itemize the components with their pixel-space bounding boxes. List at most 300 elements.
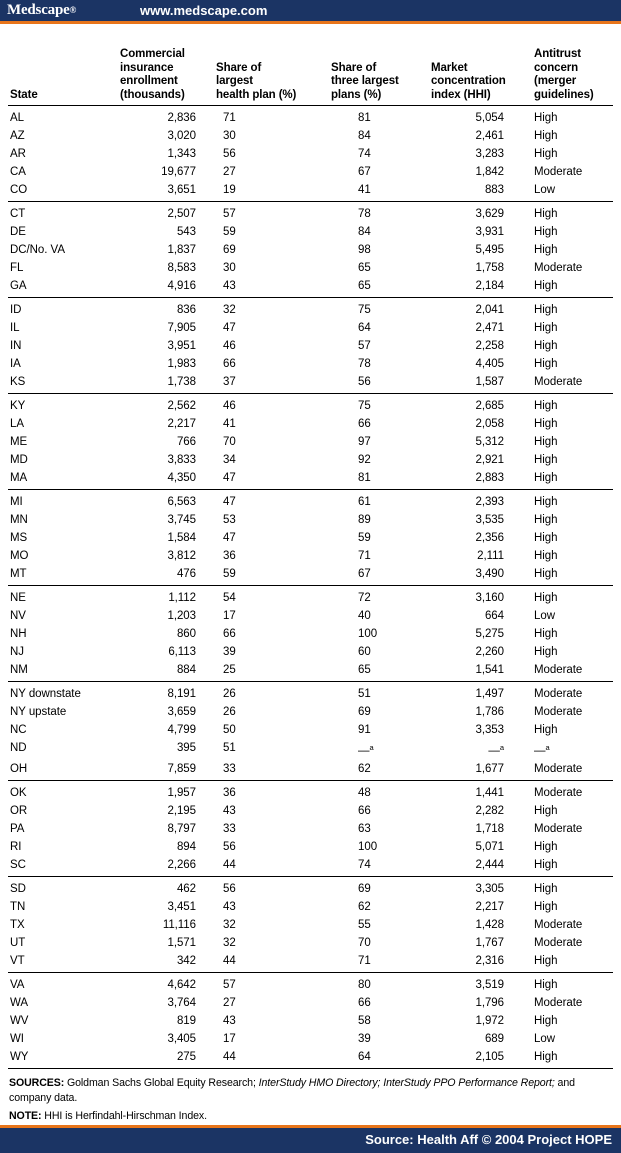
cell-enrollment: 19,677 [161,166,196,178]
cell-hhi: 883 [484,184,504,196]
cell-antitrust: High [534,148,558,160]
cell-antitrust: High [523,1048,613,1069]
cell-enrollment: 6,563 [113,490,210,512]
cell-antitrust: High [523,586,613,608]
cell-share_three: 84 [358,226,371,238]
header-line: enrollment [120,75,178,88]
table-row [8,643,613,661]
cell-antitrust: Moderate [534,937,583,949]
footer-source-bar [0,1128,621,1153]
cell-share_three: 75 [323,298,423,320]
table-row [8,337,613,355]
cell-state: SD [8,877,113,899]
cell-hhi: 2,105 [423,1048,523,1069]
cell-enrollment: 836 [113,298,210,320]
footer [0,1125,621,1153]
cell-share_largest: 46 [210,394,323,416]
cell-share_largest: 56 [223,148,236,160]
cell-state: OR [10,805,28,817]
cell-antitrust: High [534,841,558,853]
cell-share_three: 71 [358,955,371,967]
cell-antitrust: High [534,568,558,580]
cell-hhi: 1,677 [475,763,504,775]
cell-state: UT [10,937,26,949]
table-row [8,469,613,490]
cell-enrollment: 3,812 [167,550,196,562]
cell-enrollment: 884 [176,664,196,676]
cell-state: VA [8,973,113,995]
cell-share_three: 67 [358,568,371,580]
cell-enrollment: 275 [113,1048,210,1069]
cell-antitrust: High [534,454,558,466]
table-row [8,739,613,760]
table-row [8,838,613,856]
cell-antitrust: —$^a$ [534,743,550,757]
cell-state: AZ [10,130,25,142]
table-row [8,223,613,241]
sources-text-1: Goldman Sachs Global Equity Research; [64,1077,259,1089]
cell-share_three: 64 [323,1048,423,1069]
cell-state: MA [10,472,28,484]
cell-state: MI [8,490,113,512]
table-row [8,820,613,838]
cell-enrollment: 1,584 [167,532,196,544]
cell-share_largest: 33 [223,823,236,835]
footnote-marker: a [499,743,504,752]
table-row [8,145,613,163]
cell-antitrust: High [534,340,558,352]
table-row [8,856,613,877]
cell-enrollment: 3,833 [167,454,196,466]
cell-share_three: 65 [358,280,371,292]
table-row [8,163,613,181]
header-line: insurance [120,61,174,74]
header-line: Share of [331,61,377,74]
cell-share_largest: 17 [223,1033,236,1045]
table-row [8,760,613,781]
cell-hhi: 1,428 [475,919,504,931]
sources-text-3: and company data. [9,1077,575,1104]
table-row [8,415,613,433]
cell-hhi: 1,767 [475,937,504,949]
cell-antitrust: High [534,859,558,871]
cell-state: CT [8,202,113,224]
cell-hhi: 2,316 [475,955,504,967]
cell-antitrust: Moderate [534,763,583,775]
cell-share_three: 74 [358,859,371,871]
cell-state: AR [10,148,26,160]
cell-antitrust: Low [534,610,555,622]
table-row [8,781,613,803]
cell-share_three: 97 [358,436,371,448]
table-row [8,355,613,373]
cell-enrollment: 1,957 [113,781,210,803]
cell-hhi: 3,629 [423,202,523,224]
cell-share_three: 66 [358,418,371,430]
cell-hhi: 2,444 [475,859,504,871]
header-line: Antitrust [534,48,582,61]
cell-share_largest: 57 [210,202,323,224]
cell-share_three: 58 [358,1015,371,1027]
cell-antitrust: High [534,436,558,448]
cell-state: OK [8,781,113,803]
table-row [8,394,613,416]
cell-state: OH [10,763,28,775]
cell-share_largest: 59 [223,226,236,238]
header-line: three largest [331,75,399,88]
cell-antitrust: High [534,646,558,658]
table-row [8,1012,613,1030]
table-row [8,259,613,277]
cell-enrollment: 3,651 [167,184,196,196]
cell-share_largest: 43 [223,280,236,292]
header-line: Market [431,61,468,74]
cell-share_three: 81 [358,472,371,484]
cell-antitrust: Moderate [534,166,583,178]
cell-hhi: 3,160 [423,586,523,608]
cell-hhi: 2,461 [475,130,504,142]
table-row [8,106,613,128]
cell-share_largest: 53 [223,514,236,526]
cell-hhi: 2,282 [475,805,504,817]
cell-share_three: 51 [323,682,423,704]
table-row [8,973,613,995]
table-row [8,721,613,739]
registered-trademark-icon: ® [69,5,77,15]
cell-hhi: 1,497 [423,682,523,704]
cell-enrollment: 3,020 [167,130,196,142]
cell-share_three: 84 [358,130,371,142]
table-row [8,661,613,682]
cell-enrollment: 2,217 [167,418,196,430]
cell-share_largest: 41 [223,418,236,430]
header-line: index (HHI) [431,88,491,101]
cell-share_three: 74 [358,148,371,160]
cell-enrollment: 4,642 [113,973,210,995]
column-header-share-three-largest [323,24,423,106]
cell-antitrust: High [523,490,613,512]
cell-enrollment: 395 [176,742,196,754]
cell-share_largest: 27 [223,166,236,178]
cell-enrollment: 8,583 [167,262,196,274]
cell-share_largest: 33 [223,763,236,775]
cell-antitrust: Low [534,184,555,196]
cell-enrollment: 860 [176,628,196,640]
cell-share_three: 48 [323,781,423,803]
table-row [8,511,613,529]
cell-hhi: 1,786 [475,706,504,718]
cell-state: FL [10,262,24,274]
cell-antitrust: High [534,130,558,142]
cell-antitrust: High [534,226,558,238]
cell-state: IN [10,340,22,352]
cell-state: CA [10,166,26,178]
table-row [8,994,613,1012]
cell-share_largest: 56 [210,877,323,899]
cell-enrollment: 1,738 [167,376,196,388]
cell-share_largest: 43 [223,901,236,913]
table-row [8,277,613,298]
cell-enrollment: 7,905 [167,322,196,334]
header-line: (merger [534,75,577,88]
cell-hhi: 2,258 [475,340,504,352]
cell-share_three: 100 [358,841,378,853]
cell-antitrust: High [523,973,613,995]
column-header-hhi [423,24,523,106]
cell-share_three: 66 [358,805,371,817]
cell-state: TN [10,901,26,913]
cell-antitrust: Moderate [534,664,583,676]
cell-hhi: 4,405 [475,358,504,370]
cell-hhi: —$^a$ [488,743,504,757]
cell-share_three: 59 [358,532,371,544]
table-row [8,1030,613,1048]
cell-state: KS [10,376,26,388]
cell-hhi: 2,041 [423,298,523,320]
table-row [8,319,613,337]
cell-share_three: 80 [323,973,423,995]
cell-antitrust: High [534,550,558,562]
cell-antitrust: High [534,322,558,334]
cell-enrollment: 819 [176,1015,196,1027]
cell-state: AL [10,112,24,124]
cell-state: VT [10,955,25,967]
table-row [8,490,613,512]
cell-share_largest: 34 [223,454,236,466]
cell-antitrust: High [534,514,558,526]
cell-antitrust: High [534,472,558,484]
cell-state: WY [8,1048,113,1069]
table-row [8,127,613,145]
cell-enrollment: 4,350 [167,472,196,484]
cell-hhi: 5,071 [475,841,504,853]
cell-share_three: —$^a$ [358,743,374,757]
cell-enrollment: 3,659 [167,706,196,718]
cell-antitrust: High [523,298,613,320]
cell-state: PA [10,823,25,835]
cell-state: ND [10,742,27,754]
cell-enrollment: 3,764 [167,997,196,1009]
cell-antitrust: High [534,805,558,817]
cell-share_three: 56 [358,376,371,388]
cell-share_three: 69 [323,877,423,899]
cell-share_three: 41 [358,184,371,196]
table-sheet [0,24,621,1069]
cell-state: NC [10,724,27,736]
table-row [8,241,613,259]
cell-antitrust: Moderate [534,997,583,1009]
cell-share_three: 91 [358,724,371,736]
cell-share_largest: 30 [223,130,236,142]
column-header-antitrust [523,24,613,106]
cell-hhi: 1,758 [475,262,504,274]
cell-enrollment: 11,116 [162,919,196,931]
cell-antitrust: Low [534,1033,555,1045]
hhi-note [9,1109,612,1124]
table-row [8,298,613,320]
cell-state: CO [10,184,28,196]
cell-share_three: 70 [358,937,371,949]
medscape-url: www.medscape.com [140,3,268,18]
cell-share_three: 61 [323,490,423,512]
footnote-marker: a [545,743,550,752]
cell-share_three: 62 [358,901,371,913]
cell-share_three: 78 [323,202,423,224]
cell-share_three: 55 [358,919,371,931]
cell-share_largest: 46 [223,340,236,352]
cell-state: IL [10,322,20,334]
cell-hhi: 2,883 [475,472,504,484]
cell-share_largest: 36 [210,781,323,803]
cell-share_largest: 26 [210,682,323,704]
header-line: largest [216,75,254,88]
cell-share_three: 62 [358,763,371,775]
cell-hhi: 1,972 [475,1015,504,1027]
cell-hhi: 2,356 [475,532,504,544]
cell-hhi: 3,283 [475,148,504,160]
cell-share_three: 78 [358,358,371,370]
medscape-header-bar [0,0,621,21]
cell-enrollment: 8,191 [113,682,210,704]
cell-hhi: 1,441 [423,781,523,803]
medscape-logo-text: Medscape [7,2,70,18]
cell-enrollment: 1,983 [167,358,196,370]
footnote-marker: a [369,743,374,752]
cell-antitrust: High [534,955,558,967]
cell-hhi: 3,305 [423,877,523,899]
cell-antitrust: High [523,877,613,899]
cell-antitrust: High [534,244,558,256]
cell-state: ID [8,298,113,320]
table-row [8,547,613,565]
cell-state: MN [10,514,28,526]
table-row [8,802,613,820]
cell-hhi: 3,931 [475,226,504,238]
cell-share_largest: 71 [223,112,236,124]
cell-antitrust: Moderate [534,262,583,274]
header-line: Share of [216,61,262,74]
cell-share_largest: 44 [223,859,236,871]
cell-antitrust: Moderate [534,706,583,718]
cell-state: NY upstate [10,706,67,718]
cell-enrollment: 3,951 [167,340,196,352]
header-line: concern [534,61,579,74]
cell-hhi: 1,587 [475,376,504,388]
table-row [8,682,613,704]
cell-antitrust: High [534,112,558,124]
cell-hhi: 1,541 [475,664,504,676]
cell-antitrust: High [534,358,558,370]
table-row [8,565,613,586]
cell-share_three: 92 [358,454,371,466]
cell-enrollment: 1,203 [167,610,196,622]
cell-share_largest: 59 [223,568,236,580]
cell-hhi: 2,393 [423,490,523,512]
cell-share_largest: 25 [223,664,236,676]
column-header-state [8,24,113,106]
cell-antitrust: High [534,628,558,640]
cell-share_largest: 39 [223,646,236,658]
cell-enrollment: 3,745 [167,514,196,526]
cell-state: WI [10,1033,24,1045]
cell-antitrust: Moderate [523,781,613,803]
cell-state: MO [10,550,29,562]
cell-enrollment: 3,405 [167,1033,196,1045]
table-row [8,898,613,916]
cell-hhi: 2,111 [477,550,504,562]
cell-share_largest: 32 [223,937,236,949]
cell-state: NY downstate [8,682,113,704]
cell-hhi: 3,353 [475,724,504,736]
cell-state: ME [10,436,28,448]
cell-share_three: 39 [358,1033,371,1045]
cell-share_three: 57 [358,340,371,352]
cell-state: DE [10,226,26,238]
cell-antitrust: High [534,724,558,736]
cell-state: WV [10,1015,29,1027]
cell-antitrust: Moderate [534,823,583,835]
cell-hhi: 2,260 [475,646,504,658]
cell-share_largest: 66 [223,358,236,370]
cell-share_largest: 30 [223,262,236,274]
sources-note [9,1076,612,1105]
cell-share_three: 98 [358,244,371,256]
cell-share_largest: 69 [223,244,236,256]
cell-antitrust: High [534,280,558,292]
note-label: NOTE: [9,1109,42,1122]
medscape-logo [7,2,76,19]
cell-antitrust: High [534,418,558,430]
cell-state: DC/No. VA [10,244,65,256]
cell-share_three: 64 [358,322,371,334]
cell-enrollment: 4,799 [167,724,196,736]
cell-hhi: 5,495 [475,244,504,256]
header-line: health plan (%) [216,88,297,101]
sources-italic-1: InterStudy HMO Directory; [258,1077,381,1089]
cell-enrollment: 2,507 [113,202,210,224]
cell-share_largest: 47 [223,322,236,334]
cell-state: NH [10,628,27,640]
column-header-share-largest [210,24,323,106]
header-line: (thousands) [120,88,185,101]
cell-state: GA [10,280,27,292]
cell-enrollment: 7,859 [167,763,196,775]
cell-hhi: 2,184 [475,280,504,292]
cell-hhi: 1,718 [475,823,504,835]
cell-enrollment: 8,797 [167,823,196,835]
cell-antitrust: High [534,1015,558,1027]
cell-state: WA [10,997,28,1009]
table-row [8,934,613,952]
cell-share_three: 81 [358,112,371,124]
header-line: concentration [431,75,506,88]
cell-share_largest: 43 [223,1015,236,1027]
cell-hhi: 2,921 [475,454,504,466]
header-line: guidelines) [534,88,594,101]
health-plan-concentration-table [8,24,613,1069]
table-row [8,1048,613,1069]
cell-hhi: 3,490 [475,568,504,580]
cell-enrollment: 342 [176,955,196,967]
table-row [8,877,613,899]
cell-share_three: 63 [358,823,371,835]
cell-share_largest: 70 [223,436,236,448]
cell-hhi: 5,054 [475,112,504,124]
header-line: plans (%) [331,88,382,101]
cell-share_largest: 32 [210,298,323,320]
cell-enrollment: 1,343 [167,148,196,160]
note-text: HHI is Herfindahl-Hirschman Index. [41,1109,207,1122]
